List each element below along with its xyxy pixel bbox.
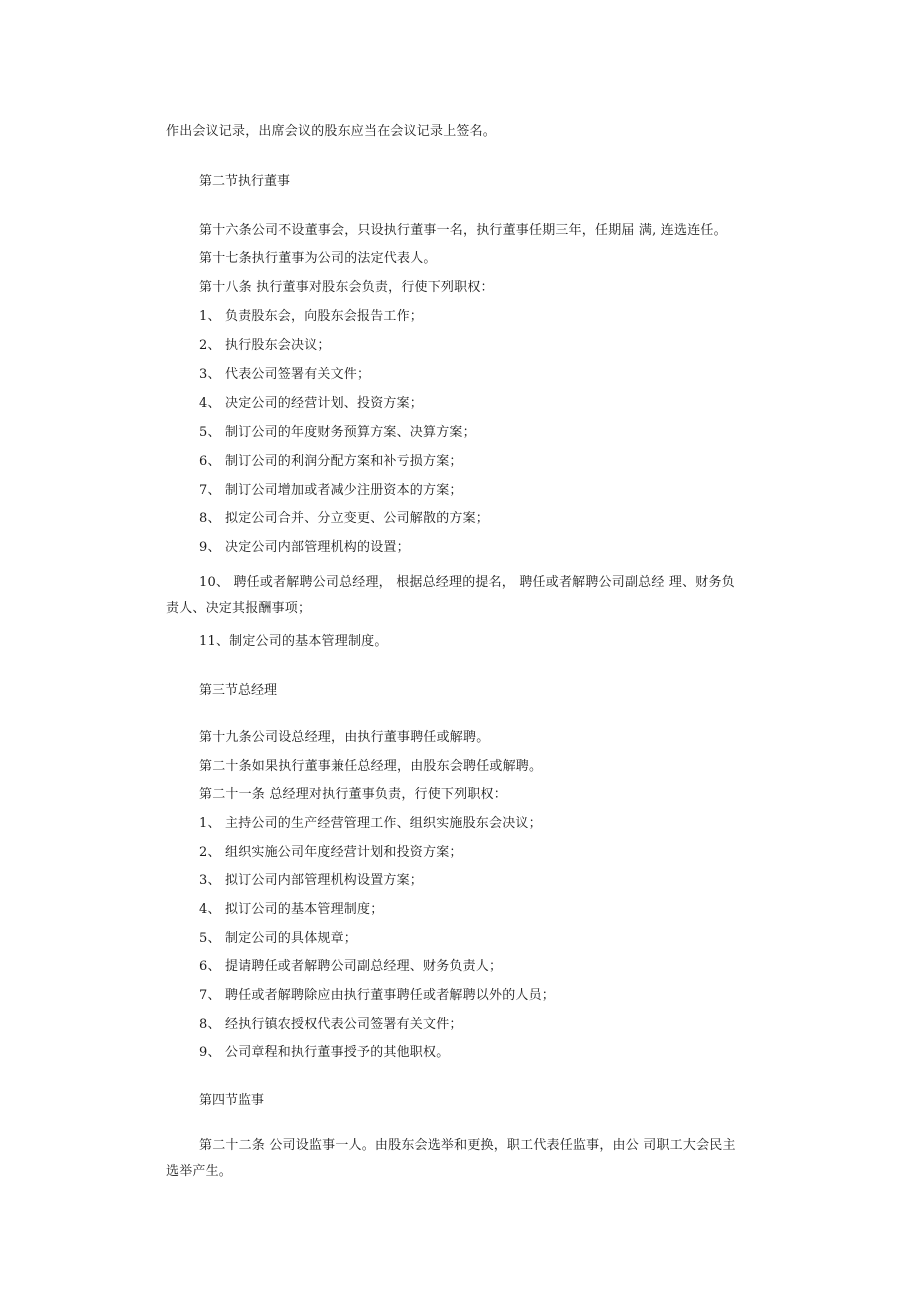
list-item: 4、 拟订公司的基本管理制度； — [199, 902, 384, 917]
article-19: 第十九条公司设总经理，由执行董事聘任或解聘。 — [199, 730, 490, 745]
list-item: 7、 聘任或者解聘除应由执行董事聘任或者解聘以外的人员； — [199, 988, 556, 1003]
list-item: 7、 制订公司增加或者减少注册资本的方案； — [199, 483, 463, 498]
intro-line: 作出会议记录，出席会议的股东应当在会议记录上签名。 — [166, 124, 497, 139]
list-item: 1、 负责股东会，向股东会报告工作； — [199, 309, 424, 324]
list-item: 6、 制订公司的利润分配方案和补亏损方案； — [199, 454, 463, 469]
list-item-11: 11、制定公司的基本管理制度。 — [199, 634, 388, 649]
section-heading-supervisor: 第四节监事 — [199, 1093, 265, 1108]
section-heading-general-manager: 第三节总经理 — [199, 683, 278, 698]
list-item: 5、 制定公司的具体规章； — [199, 931, 358, 946]
article-20: 第二十条如果执行董事兼任总经理，由股东会聘任或解聘。 — [199, 759, 543, 774]
article-16: 第十六条公司不设董事会，只设执行董事一名，执行董事任期三年，任期届 满, 连选连任。 — [199, 223, 727, 238]
list-item: 8、 拟定公司合并、分立变更、公司解散的方案； — [199, 511, 490, 526]
list-item: 6、 提请聘任或者解聘公司副总经理、财务负责人； — [199, 959, 503, 974]
list-item: 9、 公司章程和执行董事授予的其他职权。 — [199, 1045, 450, 1060]
article-17: 第十七条执行董事为公司的法定代表人。 — [199, 251, 437, 266]
section-heading-executive-director: 第二节执行董事 — [199, 174, 291, 189]
list-item: 2、 组织实施公司年度经营计划和投资方案； — [199, 845, 463, 860]
list-item: 4、 决定公司的经营计划、投资方案； — [199, 396, 424, 411]
list-item: 1、 主持公司的生产经营管理工作、组织实施股东会决议； — [199, 816, 542, 831]
article-21: 第二十一条 总经理对执行董事负责，行使下列职权： — [199, 787, 507, 802]
article-22: 第二十二条 公司设监事一人。由股东会选举和更换，职工代表任监事，由公 司职工大会民主选举产生。 — [166, 1138, 736, 1179]
list-item: 3、 代表公司签署有关文件； — [199, 367, 371, 382]
article-18: 第十八条 执行董事对股东会负责，行使下列职权： — [199, 280, 494, 295]
list-item-10: 10、 聘任或者解聘公司总经理， 根据总经理的提名， 聘任或者解聘公司副总经 理、财务负责人、决定其报酬事项； — [166, 575, 735, 616]
list-item: 5、 制订公司的年度财务预算方案、决算方案； — [199, 425, 476, 440]
list-item: 9、 决定公司内部管理机构的设置； — [199, 540, 410, 555]
list-item: 8、 经执行镇农授权代表公司签署有关文件； — [199, 1017, 463, 1032]
list-item: 3、 拟订公司内部管理机构设置方案； — [199, 873, 424, 888]
list-item: 2、 执行股东会决议； — [199, 338, 331, 353]
